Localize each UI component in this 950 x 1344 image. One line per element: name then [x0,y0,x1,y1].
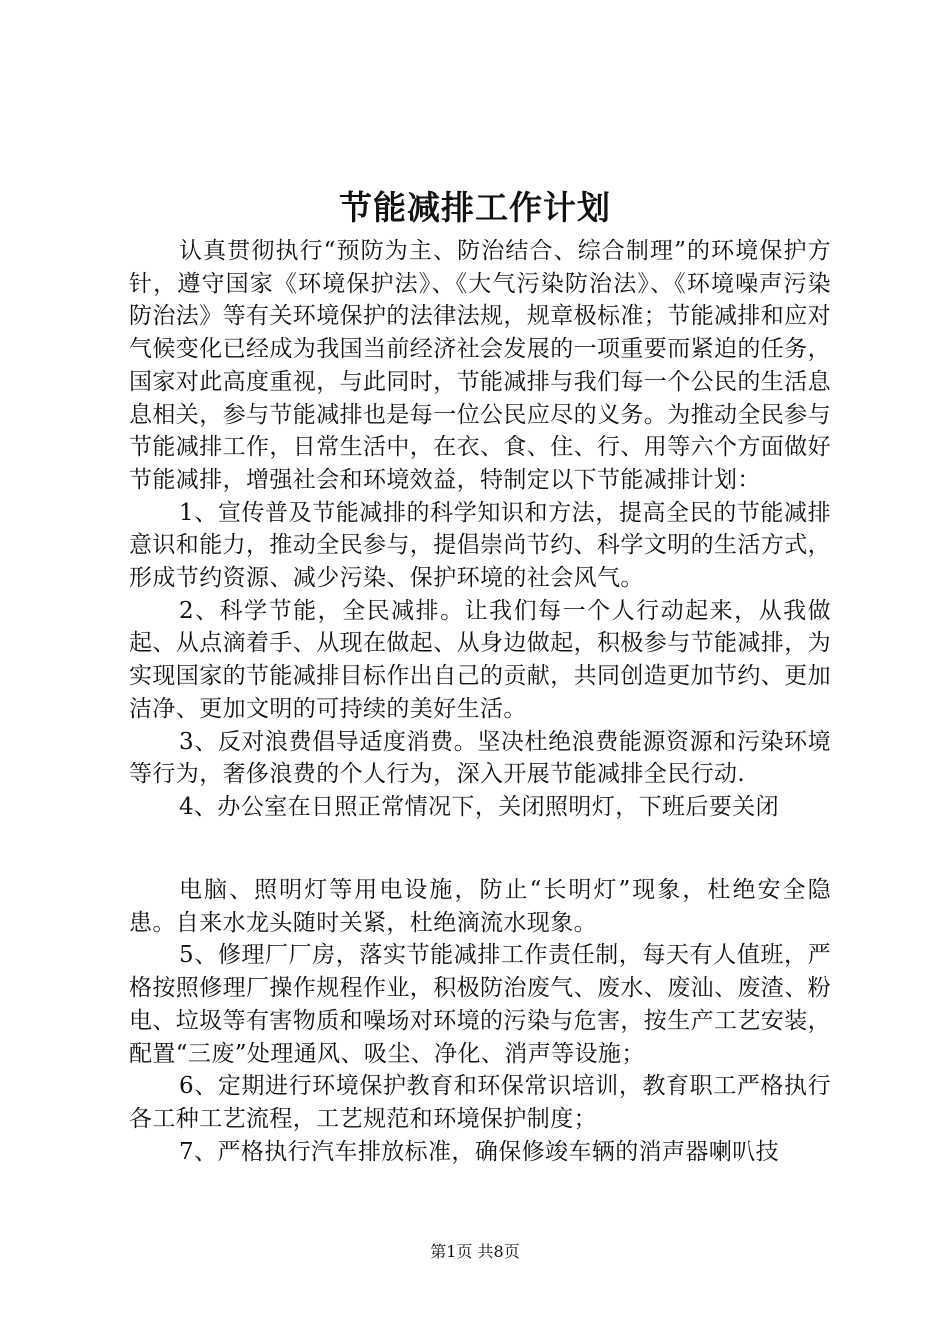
item-4-continued-paragraph: 电脑、照明灯等用电设施，防止“长明灯”现象，杜绝安全隐患。自来水龙头随时关紧，杜绝滴流水现象。 [129,877,831,936]
item-2-paragraph: 2、科学节能，全民减排。让我们每一个人行动起来，从我做起、从点滴着手、从现在做起、从身边做起，积极参与节能减排，为实现国家的节能减排目标作出自己的贡献，共同创造更加节约、更加洁净、更加文明的可持续的美好生活。 [129,597,831,722]
body-section-2 [129,874,831,1168]
item-1-paragraph: 1、宣传普及节能减排的科学知识和方法，提高全民的节能减排意识和能力，推动全民参与，提倡崇尚节约、科学文明的生活方式，形成节约资源、减少污染、保护环境的社会风气。 [129,499,831,592]
page-number-footer: 第1页 共8页 [430,1242,520,1261]
body-section-1 [129,235,831,824]
item-7-paragraph: 7、严格执行汽车排放标准，确保修竣车辆的消声器喇叭技 [179,1138,780,1165]
intro-paragraph: 认真贯彻执行“预防为主、防治结合、综合制理”的环境保护方针，遵守国家《环境保护法》、《大气污染防治法》、《环境噪声污染防治法》等有关环境保护的法律法规，规章极标准；节能减排和应对气候变化已经成为我国当前经济社会发展的一项重要而紧迫的任务，国家对此高度重视，与此同时，节能减排与我们每一个公民的生活息息相关，参与节能减排也是每一位公民应尽的义务。为推动全民参与节能减排工作，日常生活中，在衣、食、住、行、用等六个方面做好节能减排，增强社会和环境效益，特制定以下节能减排计划： [129,238,831,493]
item-4-paragraph: 4、办公室在日照正常情况下，关闭照明灯，下班后要关闭 [179,793,780,820]
item-5-paragraph: 5、修理厂厂房，落实节能减排工作责任制，每天有人值班，严格按照修理厂操作规程作业，积极防治废气、废水、废汕、废渣、粉电、垃圾等有害物质和噪场对环境的污染与危害，按生产工艺安装，配置“三废”处理通风、吸尘、净化、消声等设施； [129,942,831,1067]
item-6-paragraph: 6、定期进行环境保护教育和环保常识培训，教育职工严格执行各工种工艺流程，工艺规范和环境保护制度； [129,1073,831,1132]
document-title: 节能减排工作计划 [339,188,611,227]
item-3-paragraph: 3、反对浪费倡导适度消费。坚决杜绝浪费能源资源和污染环境等行为，奢侈浪费的个人行为，深入开展节能减排全民行动. [129,728,831,788]
